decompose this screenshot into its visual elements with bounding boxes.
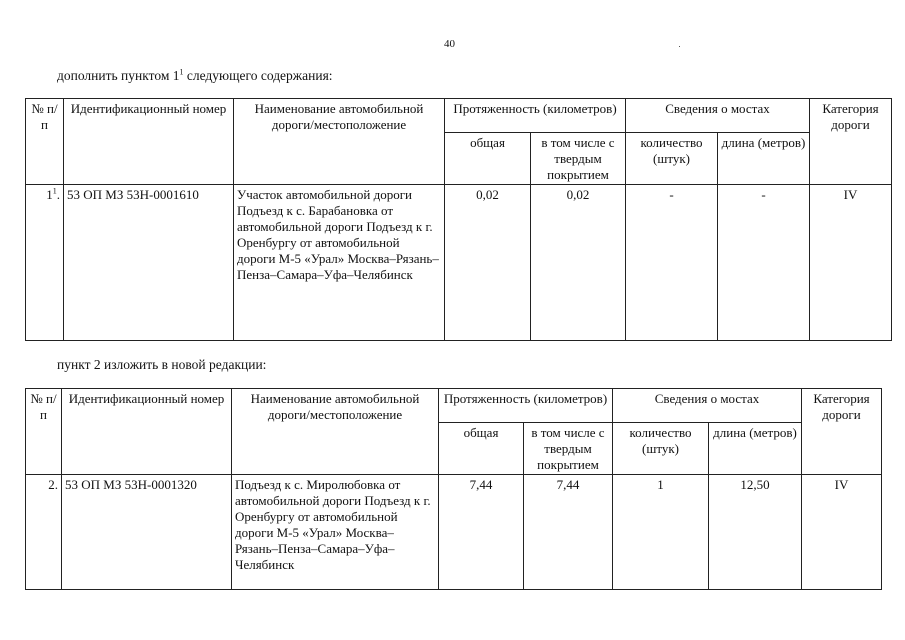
cell-num: 2.	[26, 475, 62, 590]
cell-bridges-length: -	[718, 185, 810, 341]
cell-name: Участок автомобильной дороги Подъезд к с. Барабановка от автомобильной дороги Подъезд к г. Оренбургу от автомобильной дороги М-5 «Урал» Москва–Рязань–Пенза–Самара–Уфа–Челябинск	[234, 185, 445, 341]
scan-dot	[679, 46, 680, 47]
header-length-group: Протяженность (километров)	[445, 99, 626, 133]
header-name: Наименование автомобильной дороги/местоположение	[234, 99, 445, 185]
header-bridges-length: длина (метров)	[709, 423, 802, 475]
cell-length-hard: 7,44	[524, 475, 613, 590]
header-bridges-length: длина (метров)	[718, 133, 810, 185]
cell-bridges-length: 12,50	[709, 475, 802, 590]
header-row	[26, 389, 882, 423]
header-bridges-group: Сведения о мостах	[626, 99, 810, 133]
cell-num: $1^1$.	[26, 185, 64, 341]
cell-bridges-count: -	[626, 185, 718, 341]
cell-bridges-count: 1	[613, 475, 709, 590]
roads-table-1	[25, 98, 892, 341]
cell-id: 53 ОП МЗ 53Н-0001610	[64, 185, 234, 341]
header-length-hard: в том числе с твердым покрытием	[531, 133, 626, 185]
header-row	[26, 99, 892, 133]
header-category: Категория дороги	[810, 99, 892, 185]
intro-1-text: дополнить пунктом 1	[57, 68, 180, 83]
header-bridges-count: количество (штук)	[626, 133, 718, 185]
header-bridges-group: Сведения о мостах	[613, 389, 802, 423]
header-length-total: общая	[445, 133, 531, 185]
header-num: № п/п	[26, 99, 64, 185]
cell-id: 53 ОП МЗ 53Н-0001320	[62, 475, 232, 590]
intro-1-text-after: следующего содержания:	[183, 68, 333, 83]
cell-length-total: 7,44	[439, 475, 524, 590]
cell-category: IV	[802, 475, 882, 590]
cell-category: IV	[810, 185, 892, 341]
header-length-hard: в том числе с твердым покрытием	[524, 423, 613, 475]
page-number: 40	[444, 38, 455, 50]
cell-length-hard: 0,02	[531, 185, 626, 341]
header-length-group: Протяженность (километров)	[439, 389, 613, 423]
table-row	[26, 475, 882, 590]
roads-table-2	[25, 388, 882, 590]
header-name: Наименование автомобильной дороги/местоположение	[232, 389, 439, 475]
header-id: Идентификационный номер	[62, 389, 232, 475]
amendment-intro-1	[57, 68, 333, 84]
header-bridges-count: количество (штук)	[613, 423, 709, 475]
cell-name: Подъезд к с. Миролюбовка от автомобильной дороги Подъезд к г. Оренбургу от автомобильной дороги М-5 «Урал» Москва–Рязань–Пенза–Самара–Уфа–Челябинск	[232, 475, 439, 590]
header-num: № п/п	[26, 389, 62, 475]
header-category: Категория дороги	[802, 389, 882, 475]
header-length-total: общая	[439, 423, 524, 475]
table-row	[26, 185, 892, 341]
cell-length-total: 0,02	[445, 185, 531, 341]
intro-1-superscript: 1	[179, 67, 184, 77]
header-id: Идентификационный номер	[64, 99, 234, 185]
amendment-intro-2: пункт 2 изложить в новой редакции:	[57, 357, 267, 372]
